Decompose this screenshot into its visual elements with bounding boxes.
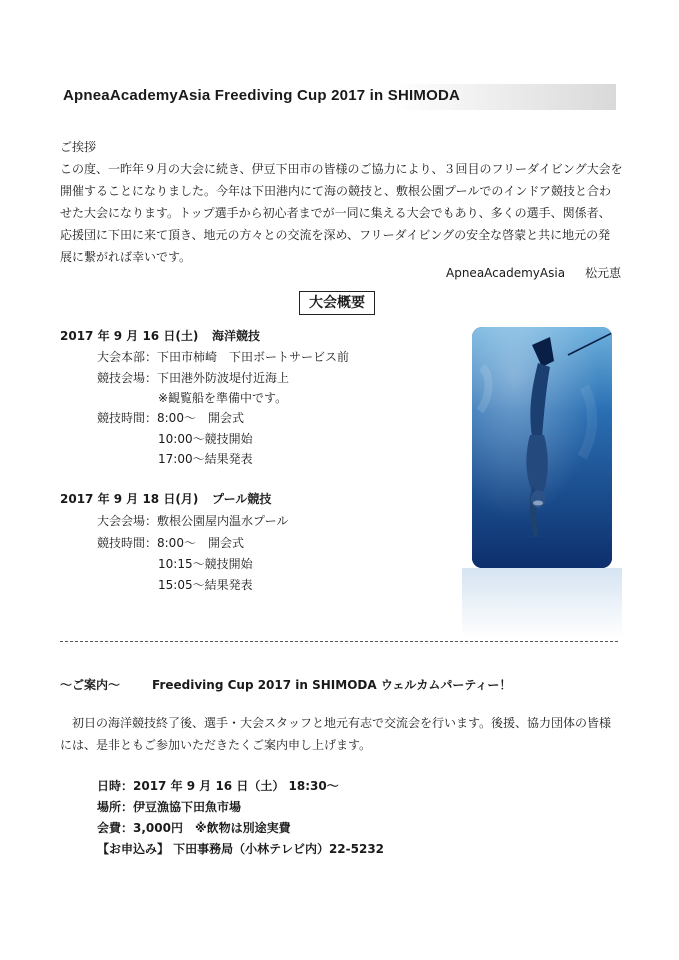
- document-title: ApneaAcademyAsia Freediving Cup 2017 in SHIMODA: [63, 87, 461, 104]
- party-place: 場所：伊豆漁協下田魚市場: [97, 800, 242, 814]
- section-divider: [60, 641, 618, 642]
- guide-intro: [60, 712, 620, 756]
- event2-time-start: 10:15～競技開始: [158, 557, 253, 571]
- event2-time-open: 競技時間：8:00～ 開会式: [97, 536, 244, 550]
- signature: [446, 264, 621, 281]
- greeting-paragraph: [60, 158, 623, 268]
- photo-reflection: [462, 568, 622, 638]
- event2-date: 2017 年 9 月 18 日(月): [60, 492, 199, 506]
- event1-time-result: 17:00～結果発表: [158, 452, 253, 466]
- freediver-illustration: [472, 327, 612, 568]
- party-apply: 【お申込み】 下田事務局（小林テレビ内）22-5232: [97, 842, 385, 856]
- event2-venue: 大会会場：敷根公園屋内温水プール: [97, 514, 289, 528]
- party-datetime: 日時：2017 年 9 月 16 日（土） 18:30～: [97, 779, 339, 793]
- event1-date: 2017 年 9 月 16 日(土): [60, 329, 199, 343]
- event1-venue: 競技会場：下田港外防波堤付近海上: [97, 371, 290, 385]
- guide-heading: [60, 676, 511, 693]
- guide-title: Freediving Cup 2017 in SHIMODA ウェルカムパーティー！: [152, 678, 512, 692]
- event1-hq: 大会本部：下田市柿崎 下田ボートサービス前: [97, 350, 350, 364]
- greeting-line: 開催することになりました。今年は下田港内にて海の競技と、敷根公園プールでのインドア競技と合わ: [60, 184, 612, 198]
- greeting-line: 展に繋がれば幸いです。: [60, 250, 192, 264]
- party-fee: 会費：3,000円 ※飲物は別途実費: [97, 821, 291, 835]
- freediver-photo: [472, 327, 612, 568]
- signature-org: ApneaAcademyAsia: [446, 266, 566, 280]
- event1-name: 海洋競技: [212, 329, 261, 343]
- guide-intro-line: 初日の海洋競技終了後、選手・大会スタッフと地元有志で交流会を行います。後援、協力団体の皆様: [72, 716, 612, 730]
- event2-name: プール競技: [212, 492, 272, 506]
- greeting-line: せた大会になります。トップ選手から初心者までが一同に集える大会でもあり、多くの選手、関係者、: [60, 206, 611, 220]
- signature-name: 松元恵: [585, 266, 622, 280]
- greeting-line: 応援団に下田に来て頂き、地元の方々との交流を深め、フリーダイビングの安全な啓蒙と共に地元の発: [60, 228, 611, 242]
- event1-time-open: 競技時間：8:00～ 開会式: [97, 411, 244, 425]
- greeting-line: この度、一昨年９月の大会に続き、伊豆下田市の皆様のご協力により、３回目のフリーダイビング大会を: [60, 162, 623, 176]
- event1-note: ※観覧船を準備中です。: [158, 391, 288, 405]
- event1-time-start: 10:00～競技開始: [158, 432, 253, 446]
- greeting-heading: ご挨拶: [60, 140, 97, 154]
- overview-title: 大会概要: [299, 291, 375, 315]
- event2-time-result: 15:05～結果発表: [158, 578, 253, 592]
- guide-intro-line: には、是非ともご参加いただきたくご案内申し上げます。: [60, 738, 372, 752]
- guide-label: ～ご案内～: [60, 678, 121, 692]
